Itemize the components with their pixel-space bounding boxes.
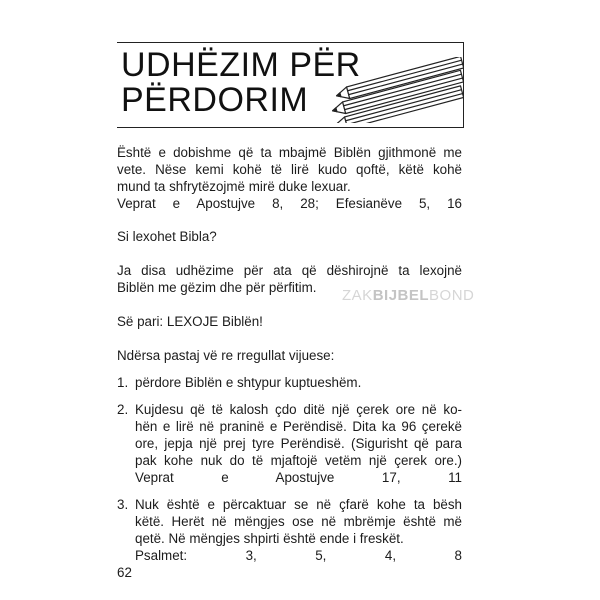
list-item-reference: Psalmet: 3, 5, 4, 8 <box>135 548 462 563</box>
question: Si lexohet Bibla? <box>117 229 217 244</box>
list-item-number: 2. <box>117 402 129 417</box>
page-number: 62 <box>117 565 132 580</box>
list-item-number: 1. <box>117 375 129 390</box>
title-line-1: UDHËZIM PËR <box>121 46 361 84</box>
list-item-number: 3. <box>117 497 129 512</box>
list-item-line: ore, jepja një prej tyre Perëndisë. (Sigurisht që para <box>135 436 462 451</box>
list-item-line: hën e lirë në praninë e Perëndisë. Dita ka 96 çerekë <box>135 419 462 434</box>
first-instruction: Së pari: LEXOJE Biblën! <box>117 314 263 329</box>
list-item-line: Nuk është e përcaktuar se në çfarë kohe ta bësh <box>135 497 462 512</box>
intro-paragraph <box>117 144 462 212</box>
title-line-2: PËRDORIM <box>121 81 309 119</box>
intro-line-2: vete. Nëse kemi kohë të lirë kudo qoftë, këtë kohë <box>117 162 462 177</box>
title-block <box>117 42 464 128</box>
list-item-body <box>135 401 462 486</box>
list-item-line: pak kohe nuk do të mjaftojë vetëm një çerek ore.) <box>135 453 462 468</box>
intro-line-3: mund ta shfrytëzojmë mirë duke lexuar. <box>117 179 351 194</box>
list-item-line: qetë. Në mëngjes shpirti është ende i freskët. <box>135 531 404 546</box>
watermark-part-3: BOND <box>429 287 475 304</box>
list-item-line: Kujdesu që të kalosh çdo ditë një çerek ore në ko- <box>135 402 462 417</box>
watermark-part-1: ZAK <box>342 287 373 304</box>
list-item-body <box>135 374 462 391</box>
list-item-reference: Veprat e Apostujve 17, 11 <box>135 470 462 485</box>
guidance-line-2: Biblën me gëzim dhe për përfitim. <box>117 280 317 295</box>
rules-intro: Ndërsa pastaj vë re rregullat vijuese: <box>117 348 335 363</box>
pencils-icon <box>317 57 463 123</box>
list-item-line: përdore Biblën e shtypur kuptueshëm. <box>135 375 362 390</box>
list-item-body <box>135 496 462 564</box>
watermark <box>342 287 474 304</box>
watermark-part-2: BIJBEL <box>372 287 430 304</box>
list-item-line: këtë. Herët në mëngjes ose në mbrëmje është më <box>135 514 462 529</box>
guidance-line-1: Ja disa udhëzime për ata që dëshirojnë ta lexojnë <box>117 263 462 278</box>
intro-reference: Veprat e Apostujve 8, 28; Efesianëve 5, 16 <box>117 196 462 211</box>
intro-line-1: Është e dobishme që ta mbajmë Biblën gjithmonë me <box>117 145 462 160</box>
